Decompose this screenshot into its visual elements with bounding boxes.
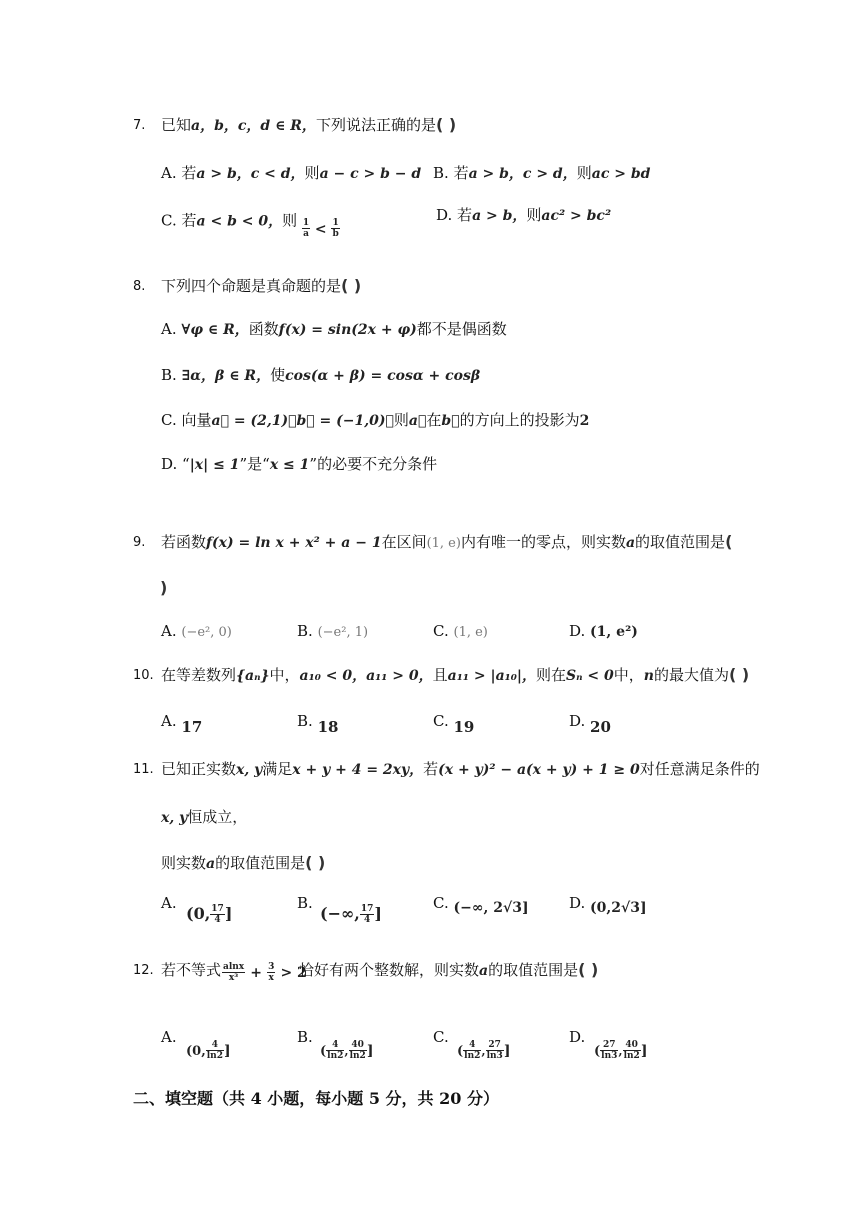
- question-stem: 若不等式: [161, 961, 222, 979]
- option-c[interactable]: C. (1, e): [433, 622, 488, 640]
- option-a[interactable]: A. (−e², 0): [161, 622, 232, 640]
- option-c[interactable]: C. 向量a⃗ = (2,1)，b⃗ = (−1,0)，则a⃗在b⃗的方向上的投影为2: [161, 411, 590, 429]
- question-stem: 已知a，b，c，d ∈ R，下列说法正确的是( ): [161, 115, 457, 134]
- fraction: $\frac{4}{\ln 2}$: [327, 1040, 344, 1061]
- fraction: $\frac{17}{4}$: [360, 904, 374, 925]
- option-d[interactable]: D.: [569, 1028, 586, 1046]
- question-paren: ): [160, 578, 168, 597]
- section-heading: 二、填空题（共 4 小题，每小题 5 分，共 20 分）: [133, 1089, 499, 1108]
- fraction: $\frac{27}{\ln 3}$: [601, 1040, 618, 1061]
- inequality-formula: $\frac{alnx}{\text{x³}}$ + $\frac{3}{x}$ > 2: [223, 962, 307, 983]
- fraction: $\frac{40}{\ln 2}$: [623, 1040, 640, 1061]
- option-b[interactable]: B.: [297, 1028, 313, 1046]
- option-d[interactable]: D. (1, e²): [569, 622, 638, 640]
- question-stem: 若函数f(x) = ln x + x² + a − 1在区间(1, e)内有唯一的零点，则实数a的取值范围是(: [161, 532, 733, 551]
- question-stem: 下列四个命题是真命题的是( ): [161, 276, 362, 295]
- option-a[interactable]: A. 若a > b，c < d，则a − c > b − d: [161, 164, 422, 182]
- option-d[interactable]: D. “|x| ≤ 1”是“x ≤ 1”的必要不充分条件: [161, 455, 438, 473]
- question-stem: 在等差数列{aₙ}中，a₁₀ < 0，a₁₁ > 0，且a₁₁ > |a₁₀|，则在Sₙ < 0中，n的最大值为( ): [161, 665, 750, 684]
- option-a[interactable]: A.: [161, 1028, 177, 1046]
- option-c[interactable]: C. (−∞, 2√3]: [433, 894, 529, 916]
- option-d-value: ( $\frac{27}{\ln 3}$ , $\frac{40}{\ln 2}$ ]: [594, 1040, 648, 1061]
- fraction: $\frac{27}{\ln 3}$: [486, 1040, 503, 1061]
- option-b-value: (−∞, $\frac{17}{4}$ ]: [320, 904, 382, 925]
- fraction: $\frac{1}{a}$: [302, 218, 310, 239]
- fraction: $\frac{3}{x}$: [268, 962, 275, 983]
- option-c[interactable]: C. 若a < b < 0，则 $\frac{1}{a}$ < $\frac{1}{b}$: [161, 211, 339, 239]
- option-a[interactable]: A. 17: [161, 712, 203, 736]
- question-stem: 已知正实数x, y满足x + y + 4 = 2xy，若(x + y)² − a(x + y) + 1 ≥ 0对任意满足条件的: [161, 760, 760, 778]
- fraction: $\frac{40}{\ln 2}$: [349, 1040, 366, 1061]
- question-number: 7.: [133, 118, 146, 133]
- option-b[interactable]: B. (−e², 1): [297, 622, 369, 640]
- option-c-value: ( $\frac{4}{\ln 2}$ , $\frac{27}{\ln 3}$ ]: [457, 1040, 511, 1061]
- fraction: $\frac{1}{b}$: [332, 218, 339, 239]
- question-number: 11.: [133, 762, 154, 777]
- option-d[interactable]: D. (0,2√3]: [569, 894, 647, 916]
- question-number: 8.: [133, 279, 146, 294]
- option-c[interactable]: C. 19: [433, 712, 475, 736]
- option-b[interactable]: B.: [297, 894, 313, 912]
- question-stem-line2: x, y恒成立，: [161, 808, 248, 826]
- option-b[interactable]: B. 若a > b，c > d，则ac > bd: [433, 164, 651, 182]
- question-stem-tail: 恰好有两个整数解，则实数a的取值范围是( ): [299, 960, 599, 979]
- fraction: $\frac{4}{\ln 2}$: [464, 1040, 481, 1061]
- option-b[interactable]: B. 18: [297, 712, 339, 736]
- option-a[interactable]: A. ∀φ ∈ R，函数f(x) = sin(2x + φ)都不是偶函数: [161, 320, 507, 338]
- question-number: 9.: [133, 535, 146, 550]
- question-number: 12.: [133, 963, 154, 978]
- option-b-value: ( $\frac{4}{\ln 2}$ , $\frac{40}{\ln 2}$ ]: [320, 1040, 374, 1061]
- question-number: 10.: [133, 668, 154, 683]
- option-a-value: (0, $\frac{17}{4}$ ]: [186, 904, 233, 925]
- option-d[interactable]: D. 20: [569, 712, 611, 736]
- option-d[interactable]: D. 若a > b，则ac² > bc²: [436, 206, 612, 224]
- question-stem-line3: 则实数a的取值范围是( ): [161, 853, 326, 872]
- option-b[interactable]: B. ∃α，β ∈ R，使cos(α + β) = cosα + cosβ: [161, 366, 481, 384]
- option-a-value: (0, $\frac{4}{\ln 2}$ ]: [186, 1040, 231, 1061]
- option-a[interactable]: A.: [161, 894, 177, 912]
- option-c[interactable]: C.: [433, 1028, 449, 1046]
- fraction: $\frac{alnx}{\text{x³}}$: [223, 962, 245, 983]
- fraction: $\frac{17}{4}$: [211, 904, 224, 925]
- fraction: $\frac{4}{\ln 2}$: [206, 1040, 223, 1061]
